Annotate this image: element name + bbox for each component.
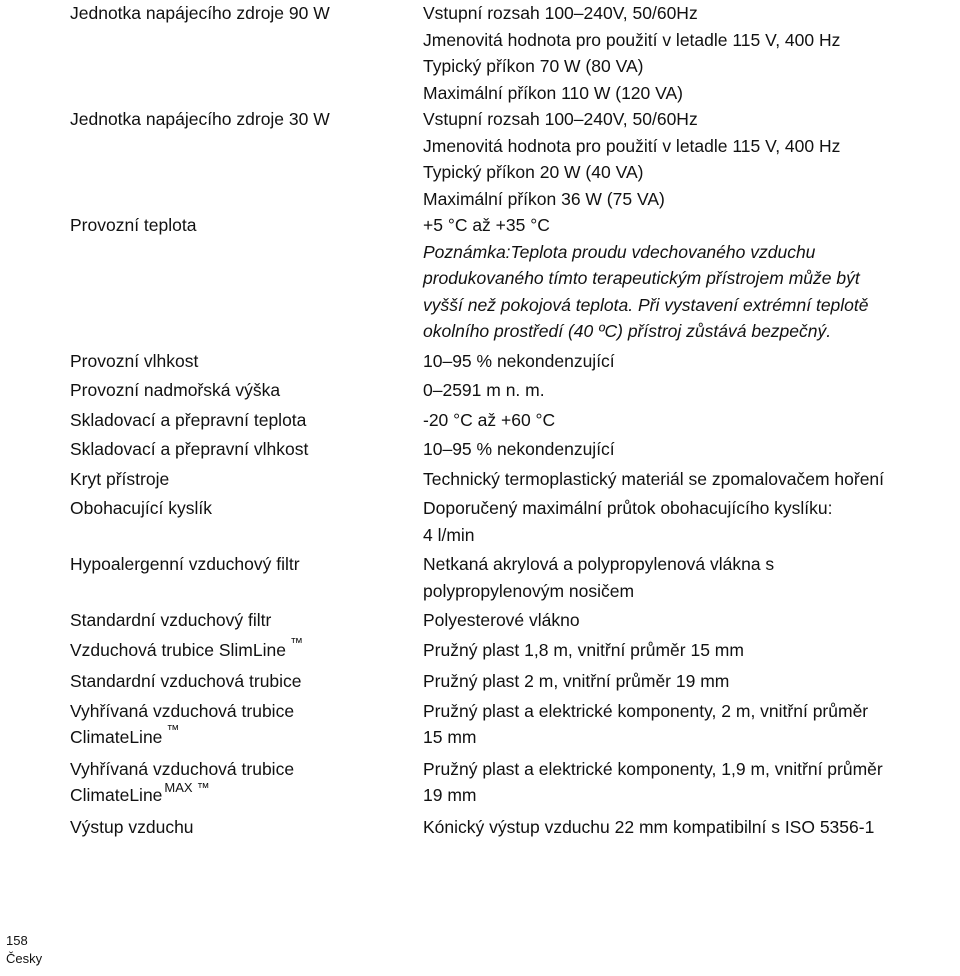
- spec-label-line: Vyhřívaná vzduchová trubice: [70, 700, 295, 721]
- spec-value-line: Jmenovitá hodnota pro použití v letadle 115 V, 400 Hz: [423, 135, 841, 156]
- spec-value-line: 15 mm: [423, 727, 477, 747]
- language-label: Česky: [6, 951, 43, 966]
- spec-value-line: +5 °C až +35 °C: [423, 215, 550, 235]
- page-number: 158: [6, 933, 28, 948]
- spec-value-line: Maximální příkon 36 W (75 VA): [423, 188, 665, 209]
- spec-value: [423, 0, 950, 106]
- spec-value: [423, 698, 950, 753]
- spec-value-line: 4 l/min: [423, 524, 475, 545]
- spec-value: Pružný plast 1,8 m, vnitřní průměr 15 mm: [423, 639, 744, 660]
- spec-row-oxygen: [70, 495, 950, 548]
- spec-value: [423, 551, 950, 604]
- spec-row-operating-altitude: [70, 377, 950, 404]
- spec-value-line: Vstupní rozsah 100–240V, 50/60Hz: [423, 109, 698, 129]
- spec-label-line: Vyhřívaná vzduchová trubice: [70, 758, 295, 779]
- spec-value-line: Netkaná akrylová a polypropylenová vlákna s: [423, 554, 775, 574]
- spec-row-operating-humidity: [70, 348, 950, 375]
- spec-label: [70, 634, 423, 666]
- temperature-note-line: vyšší než pokojová teplota. Při vystavení extrémní teplotě: [423, 294, 869, 315]
- spec-value: [423, 106, 950, 212]
- spec-label: Jednotka napájecího zdroje 30 W: [70, 109, 330, 129]
- temperature-note-line: Poznámka:Teplota proudu vdechovaného vzduchu: [423, 241, 816, 262]
- spec-value: [423, 495, 950, 548]
- spec-value-line: Pružný plast a elektrické komponenty, 2 m, vnitřní průměr: [423, 700, 869, 721]
- spec-value: 0–2591 m n. m.: [423, 380, 545, 400]
- temperature-note-line: produkovaného tímto terapeutickým přístrojem může být: [423, 268, 860, 288]
- spec-value-line: Doporučený maximální průtok obohacujícího kyslíku:: [423, 498, 833, 518]
- spec-label: Hypoalergenní vzduchový filtr: [70, 554, 300, 574]
- spec-row-slimline-tube: [70, 634, 950, 666]
- product-name: ClimateLine: [70, 785, 163, 805]
- spec-label: Obohacující kyslík: [70, 498, 212, 518]
- spec-value-line: polypropylenovým nosičem: [423, 580, 635, 601]
- spec-row-psu30: [70, 106, 950, 212]
- spec-value: 10–95 % nekondenzující: [423, 350, 615, 371]
- spec-value: -20 °C až +60 °C: [423, 409, 556, 430]
- spec-value: Kónický výstup vzduchu 22 mm kompatibilní s ISO 5356-1: [423, 816, 875, 837]
- spec-label: Skladovací a přepravní teplota: [70, 409, 307, 430]
- product-name: ClimateLine: [70, 727, 163, 747]
- spec-value-line: Jmenovitá hodnota pro použití v letadle 115 V, 400 Hz: [423, 29, 841, 50]
- spec-label: Kryt přístroje: [70, 468, 170, 489]
- spec-label: Jednotka napájecího zdroje 90 W: [70, 3, 330, 23]
- spec-label-text: Vzduchová trubice SlimLine: [70, 639, 286, 660]
- spec-value-line: Typický příkon 20 W (40 VA): [423, 162, 644, 182]
- spec-label: Provozní teplota: [70, 215, 197, 235]
- spec-row-operating-temperature: [70, 212, 950, 345]
- spec-row-climateline-tube: [70, 698, 950, 753]
- spec-value-line: Typický příkon 70 W (80 VA): [423, 56, 644, 76]
- spec-row-standard-filter: [70, 607, 950, 634]
- spec-label: Výstup vzduchu: [70, 816, 194, 837]
- specifications-table: [70, 0, 950, 840]
- trademark-symbol: ™: [196, 780, 210, 795]
- spec-value-line: 19 mm: [423, 785, 477, 805]
- spec-row-storage-temperature: [70, 407, 950, 434]
- spec-row-climateline-max-tube: [70, 756, 950, 811]
- spec-value: 10–95 % nekondenzující: [423, 439, 615, 459]
- spec-label: Provozní vlhkost: [70, 350, 199, 371]
- spec-value: [423, 212, 950, 345]
- spec-label: Standardní vzduchová trubice: [70, 671, 302, 691]
- product-name-superscript: MAX: [164, 780, 193, 795]
- spec-value-line: Maximální příkon 110 W (120 VA): [423, 82, 684, 103]
- spec-value-line: Pružný plast a elektrické komponenty, 1,9 m, vnitřní průměr: [423, 758, 883, 779]
- spec-label: Standardní vzduchový filtr: [70, 610, 272, 630]
- spec-row-housing: [70, 466, 950, 493]
- spec-row-air-outlet: [70, 814, 950, 841]
- spec-row-psu90: [70, 0, 950, 106]
- temperature-note-line: okolního prostředí (40 ºC) přístroj zůstává bezpečný.: [423, 321, 832, 341]
- spec-value: [423, 756, 950, 811]
- spec-label: [70, 756, 423, 811]
- trademark-symbol: ™: [289, 634, 303, 650]
- trademark-symbol: ™: [166, 722, 180, 737]
- spec-value: Technický termoplastický materiál se zpomalovačem hoření: [423, 468, 885, 489]
- spec-value: Polyesterové vlákno: [423, 610, 580, 630]
- spec-label: Provozní nadmořská výška: [70, 380, 281, 400]
- spec-label-line: [70, 724, 423, 753]
- spec-value-line: Vstupní rozsah 100–240V, 50/60Hz: [423, 3, 698, 23]
- spec-label: Skladovací a přepravní vlhkost: [70, 439, 309, 459]
- spec-row-hypoallergenic-filter: [70, 551, 950, 604]
- spec-label: [70, 698, 423, 753]
- spec-row-standard-tube: [70, 668, 950, 695]
- spec-row-storage-humidity: [70, 436, 950, 463]
- spec-value: Pružný plast 2 m, vnitřní průměr 19 mm: [423, 671, 730, 691]
- page-footer: [6, 932, 42, 968]
- spec-label-line: [70, 782, 423, 811]
